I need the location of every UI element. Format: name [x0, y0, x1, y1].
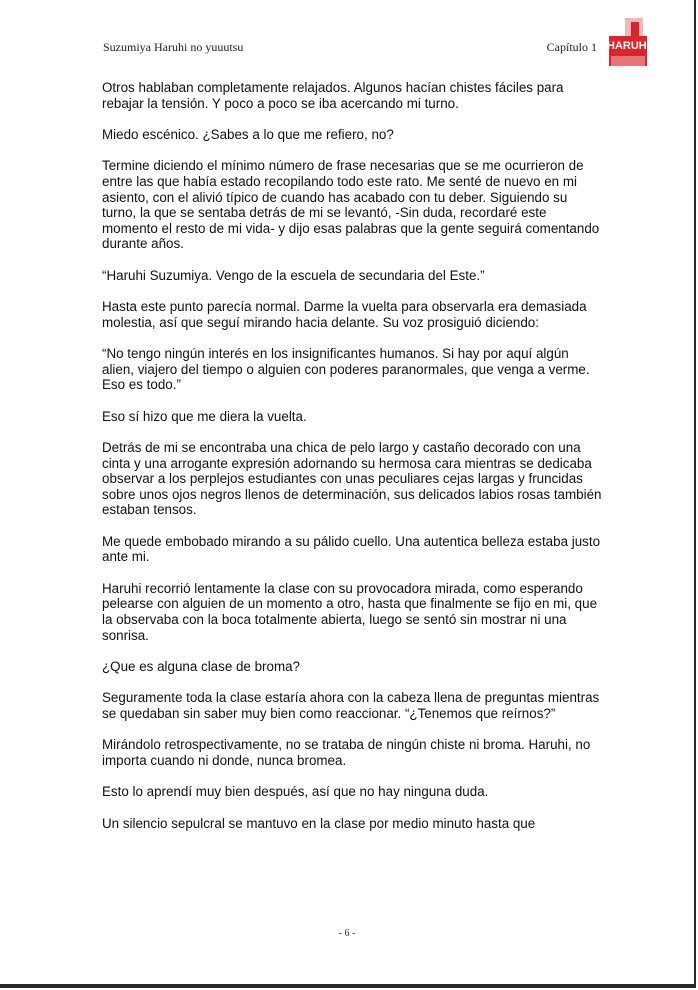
paragraph: Mirándolo retrospectivamente, no se trataba de ningún chiste ni broma. Haruhi, no importa cuando ni donde, nunca bromea. [102, 737, 591, 768]
logo-lettering: HARUHI [607, 40, 650, 52]
paragraph: Me quede embobado mirando a su pálido cuello. Una autentica belleza estaba justo ante mi. [102, 533, 601, 565]
body-text [102, 80, 602, 847]
paragraph: Termine diciendo el mínimo número de frase necesarias que se me ocurrieron de entre las que había estado recopilando todo este rato. Me senté de nuevo en mi asiento, con el alivió típico de cuando has acabado con tu deber. Siguiendo su turno, la que se sentaba detrás de mi se levantó, -Sin duda, recordaré este momento el resto de mi vida- y dijo esas palabras que la gente seguirá comentando durante años. [102, 158, 600, 252]
paragraph: Esto lo aprendí muy bien después, así que no hay ninguna duda. [102, 784, 489, 800]
paragraph: Un silencio sepulcral se mantuvo en la clase por medio minuto hasta que [102, 815, 536, 831]
paragraph: Eso sí hizo que me diera la vuelta. [102, 408, 307, 424]
header-book-title: Suzumiya Haruhi no yuuutsu [103, 40, 244, 54]
paragraph: “Haruhi Suzumiya. Vengo de la escuela de secundaria del Este.” [102, 267, 485, 283]
header-chapter: Capítulo 1 [546, 40, 597, 54]
paragraph: Seguramente toda la clase estaría ahora con la cabeza llena de preguntas mientras se quedaban sin saber muy bien como reaccionar. “¿Tenemos que reírnos?” [102, 690, 600, 721]
paragraph: Haruhi recorrió lentamente la clase con su provocadora mirada, como esperando pelearse con alguien de un momento a otro, hasta que finalmente se fijo en mi, que la observaba con la boca totalmente abierta, luego se sentó sin mostrar ni una sonrisa. [102, 580, 598, 643]
haruhi-logo [607, 16, 650, 68]
paragraph: ¿Que es alguna clase de broma? [102, 659, 301, 674]
paragraph: Otros hablaban completamente relajados. Algunos hacían chistes fáciles para rebajar la tensión. Y poco a poco se iba acercando mi turno. [102, 80, 564, 111]
paragraph: “No tengo ningún interés en los insignificantes humanos. Si hay por aquí algún alien, viajero del tiempo o alguien con poderes paranormales, que venga a verme. Eso es todo.” [102, 346, 590, 393]
logo-top-accent [631, 22, 639, 36]
page-number: - 6 - [338, 928, 356, 939]
paragraph: Detrás de mi se encontraba una chica de pelo largo y castaño decorado con una cinta y una arrogante expresión adornando su hermosa cara mientras se dedicaba observar a los perplejos estudiantes con unas peculiares cejas largas y fruncidas sobre unos ojos negros llenos de determinación, sus delicados labios rosas también estaban tensos. [102, 440, 602, 518]
paragraph: Miedo escénico. ¿Sabes a lo que me refiero, no? [102, 126, 394, 142]
paragraph: Hasta este punto parecía normal. Darme la vuelta para observarla era demasiada molestia, así que seguí mirando hacia delante. Su voz prosiguió diciendo: [102, 299, 587, 330]
page-header [103, 36, 597, 56]
logo-bottom-band [611, 56, 645, 66]
